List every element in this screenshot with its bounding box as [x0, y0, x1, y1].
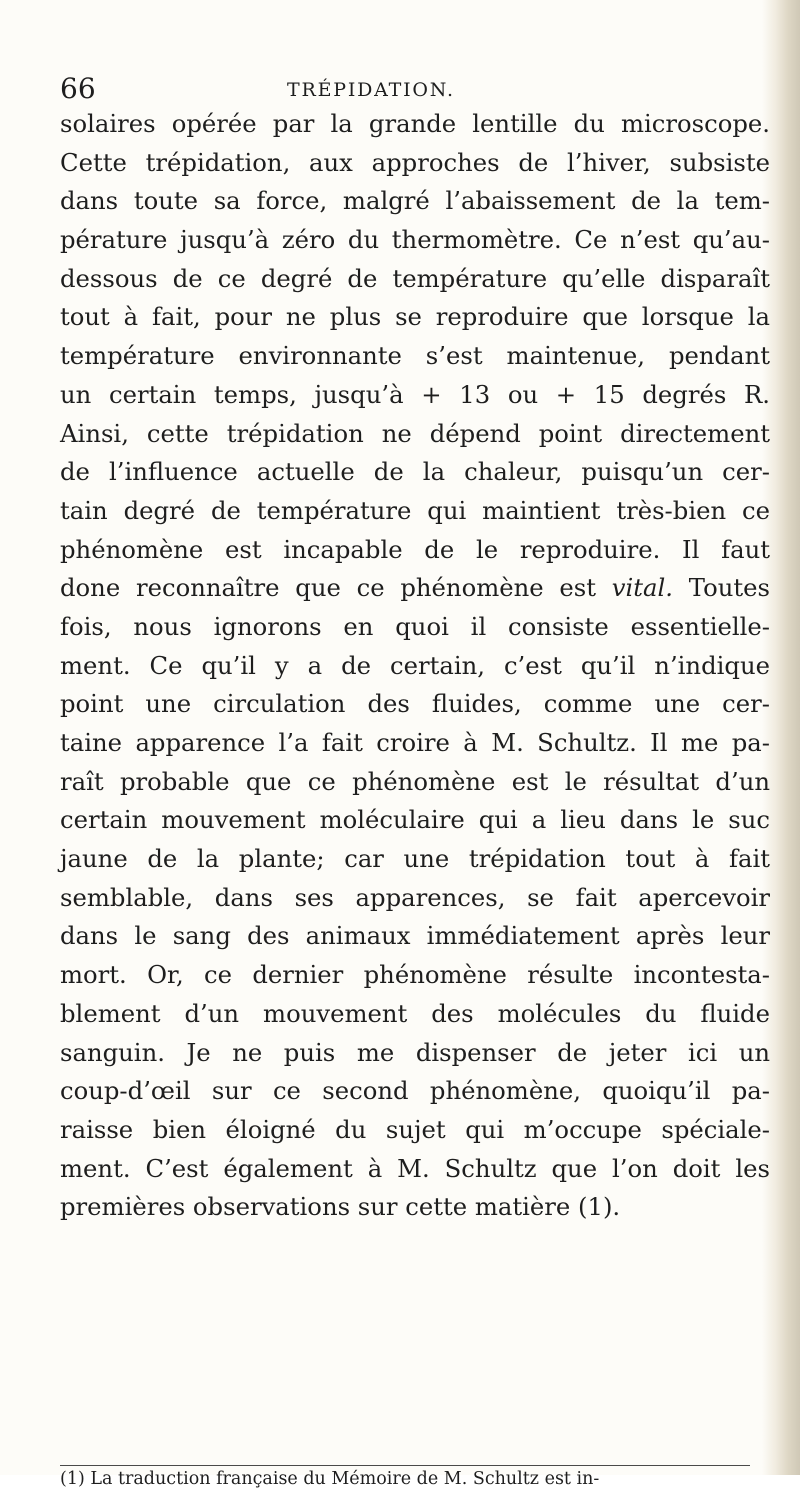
- text-line: solaires opérée par la grande lentille du microscope.: [60, 109, 770, 138]
- body-text: [60, 105, 770, 1227]
- text-line: raît probable que ce phénomène est le résultat d’un: [60, 766, 770, 796]
- text-line: jaune de la plante; car une trépidation tout à fait: [60, 844, 770, 874]
- text-line: Ainsi, cette trépidation ne dépend point directement: [60, 418, 770, 448]
- text-line: mort. Or, ce dernier phénomène résulte incontesta-: [60, 960, 770, 990]
- text-segment: Toutes: [673, 573, 770, 603]
- footnote: (1) La traduction française du Mémoire de M. Schultz est in-: [60, 1469, 600, 1489]
- text-line: premières observations sur cette matière (1).: [60, 1192, 621, 1222]
- text-line: taine apparence l’a fait croire à M. Schultz. Il me pa-: [60, 728, 770, 757]
- text-line: sanguin. Je ne puis me dispenser de jeter ici un: [60, 1037, 770, 1067]
- text-line: semblable, dans ses apparences, se fait apercevoir: [60, 882, 770, 912]
- text-line: ment. C’est également à M. Schultz que l’on doit les: [60, 1153, 770, 1183]
- text-line: de l’influence actuelle de la chaleur, puisqu’un cer-: [60, 457, 770, 487]
- text-segment: done reconnaître que ce phénomène est: [60, 573, 612, 603]
- text-line: température environnante s’est maintenue, pendant: [60, 341, 770, 371]
- text-line: pérature jusqu’à zéro du thermomètre. Ce n’est qu’au-: [60, 225, 770, 255]
- text-line: phénomène est incapable de le reproduire. Il faut: [60, 534, 770, 564]
- text-line: certain mouvement moléculaire qui a lieu dans le suc: [60, 805, 770, 835]
- text-line: coup-d’œil sur ce second phénomène, quoiqu’il pa-: [60, 1076, 770, 1106]
- running-head: [60, 72, 760, 106]
- text-line: dans le sang des animaux immédiatement après leur: [60, 921, 770, 951]
- text-line: point une circulation des fluides, comme une cer-: [60, 689, 770, 719]
- text-line: Cette trépidation, aux approches de l’hiver, subsiste: [60, 147, 770, 177]
- footnote-rule: [60, 1465, 750, 1466]
- page-number: 66: [60, 72, 96, 105]
- text-line: raisse bien éloigné du sujet qui m’occupe spéciale-: [60, 1114, 770, 1144]
- text-line: tout à fait, pour ne plus se reproduire que lorsque la: [60, 302, 770, 332]
- running-title: TRÉPIDATION.: [287, 79, 455, 101]
- text-line: dans toute sa force, malgré l’abaissement de la tem-: [60, 186, 770, 216]
- text-line: tain degré de température qui maintient très-bien ce: [60, 495, 770, 525]
- text-line: blement d’un mouvement des molécules du fluide: [60, 998, 770, 1028]
- italic-word: vital.: [611, 573, 674, 603]
- text-line: fois, nous ignorons en quoi il consiste essentielle-: [60, 611, 770, 641]
- text-line: dessous de ce degré de température qu’elle disparaît: [60, 263, 770, 293]
- text-line: un certain temps, jusqu’à + 13 ou + 15 degrés R.: [60, 379, 770, 409]
- text-line-with-italic: [60, 569, 770, 608]
- text-line: ment. Ce qu’il y a de certain, c’est qu’il n’indique: [60, 650, 770, 680]
